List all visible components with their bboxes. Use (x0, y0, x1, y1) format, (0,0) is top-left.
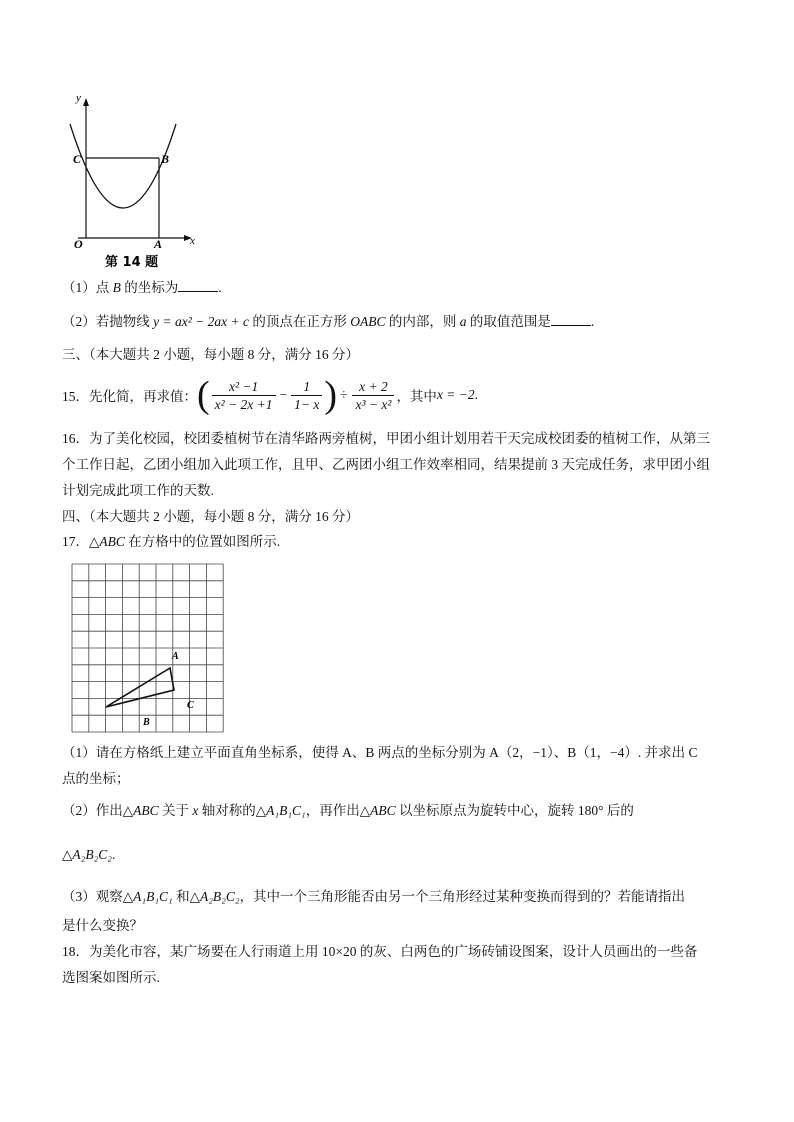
point-c-label: C (73, 152, 82, 166)
question-14-part-1 (62, 279, 222, 297)
question-16-line-1: 16．为了美化校园，校团委植树节在清华路两旁植树，甲团小组计划用若干天完成校团委的植树工作，从第三 (62, 431, 710, 446)
q14-2-var: a (459, 314, 467, 329)
q14-2-prefix: （2）若抛物线 (62, 314, 154, 329)
fraction-2: $\frac{1}{1- x}$ (291, 378, 322, 413)
q15-end: . (474, 387, 479, 402)
q14-1-end: . (218, 280, 222, 295)
q14-1-prefix: （1）点 (62, 280, 113, 295)
figure-caption: 第 14 题 (105, 255, 159, 270)
triangle-abc (106, 668, 174, 707)
q17-suffix: 在方格中的位置如图所示. (124, 534, 281, 549)
question-17-part-2-line-2: △A₂B₂C₂. (62, 847, 116, 862)
grid-lines (72, 564, 223, 732)
section-4-header: 四、（本大题共 2 小题，每小题 8 分，满分 16 分） (62, 509, 359, 524)
q15-prefix: 15．先化简，再求值： (62, 389, 197, 404)
question-17-part-1-line-1: （1）请在方格纸上建立平面直角坐标系，使得 A、B 两点的坐标分别为 A（2，−1）、B（1，−4）. 并求出 C (62, 745, 698, 760)
right-paren: ) (324, 374, 338, 416)
question-17-part-2: （2）作出△ABC 关于 x 轴对称的△A₁B₁C₁，再作出△ABC 以坐标原点为旋转中心，旋转 180° 后的 (62, 803, 634, 818)
q14-2-end: . (590, 314, 595, 329)
q14-2-middle2: 的内部，则 (385, 314, 460, 329)
answer-blank[interactable] (551, 313, 591, 326)
question-17-part-3: （3）观察△A₁B₁C₁ 和△A₂B₂C₂，其中一个三角形能否由另一个三角形经过某种变换而得到的？若能请指出 (62, 889, 686, 904)
question-15 (62, 372, 478, 418)
fraction-3: $\frac{x + 2}{\text{x³ − x²}}$ (352, 378, 394, 413)
grid-point-a-label: A (172, 651, 179, 662)
question-17-part-3-line-2: 是什么变换？ (62, 918, 143, 933)
q17-triangle: △ABC (89, 534, 125, 549)
question-17-part-1-line-2: 点的坐标； (62, 771, 130, 786)
minus-sign: − (279, 387, 288, 402)
y-axis-arrow-icon (83, 98, 89, 106)
grid-figure (68, 562, 228, 734)
q14-2-middle: 的顶点在正方形 (248, 314, 351, 329)
q14-2-square: OABC (350, 314, 386, 329)
q14-2-formula: y = ax² − 2ax + c (153, 314, 249, 329)
question-16-line-2: 个工作日起，乙团小组加入此项工作，且甲、乙两团小组工作效率相同，结果提前 3 天完成任务，求甲团小组 (62, 457, 710, 472)
y-axis-label: y (76, 92, 81, 104)
divide-sign: ÷ (340, 387, 348, 402)
question-18-line-1: 18．为美化市容，某广场要在人行雨道上用 10×20 的灰、白两色的广场砖铺设图案，设计人员画出的一些备 (62, 944, 698, 959)
q14-1-suffix: 的坐标为 (120, 280, 179, 295)
x-axis-label: x (190, 235, 195, 247)
grid-point-b-label: B (143, 717, 150, 728)
figure-14-parabola (62, 92, 212, 272)
fraction-1: $\frac{\text{x² −1}}{\text{x² − 2x +1}}$ (212, 378, 276, 413)
question-16-line-3: 计划完成此项工作的天数. (62, 483, 214, 498)
section-3-header: 三、（本大题共 2 小题，每小题 8 分，满分 16 分） (62, 347, 359, 362)
question-18-line-2: 选图案如图所示. (62, 970, 160, 985)
question-14-part-2 (62, 313, 594, 331)
q14-2-suffix: 的取值范围是 (466, 314, 551, 329)
point-a-label: A (154, 237, 163, 251)
point-b-label: B (161, 152, 170, 166)
q17-prefix: 17． (62, 534, 89, 549)
q14-1-point: B (112, 280, 121, 295)
q15-condition: x = −2 (436, 387, 475, 402)
grid-point-c-label: C (187, 700, 194, 711)
origin-label: O (74, 237, 83, 251)
question-17 (62, 533, 280, 551)
q15-suffix: ，其中 (396, 389, 437, 404)
left-paren: ( (197, 374, 210, 416)
answer-blank[interactable] (178, 279, 218, 292)
